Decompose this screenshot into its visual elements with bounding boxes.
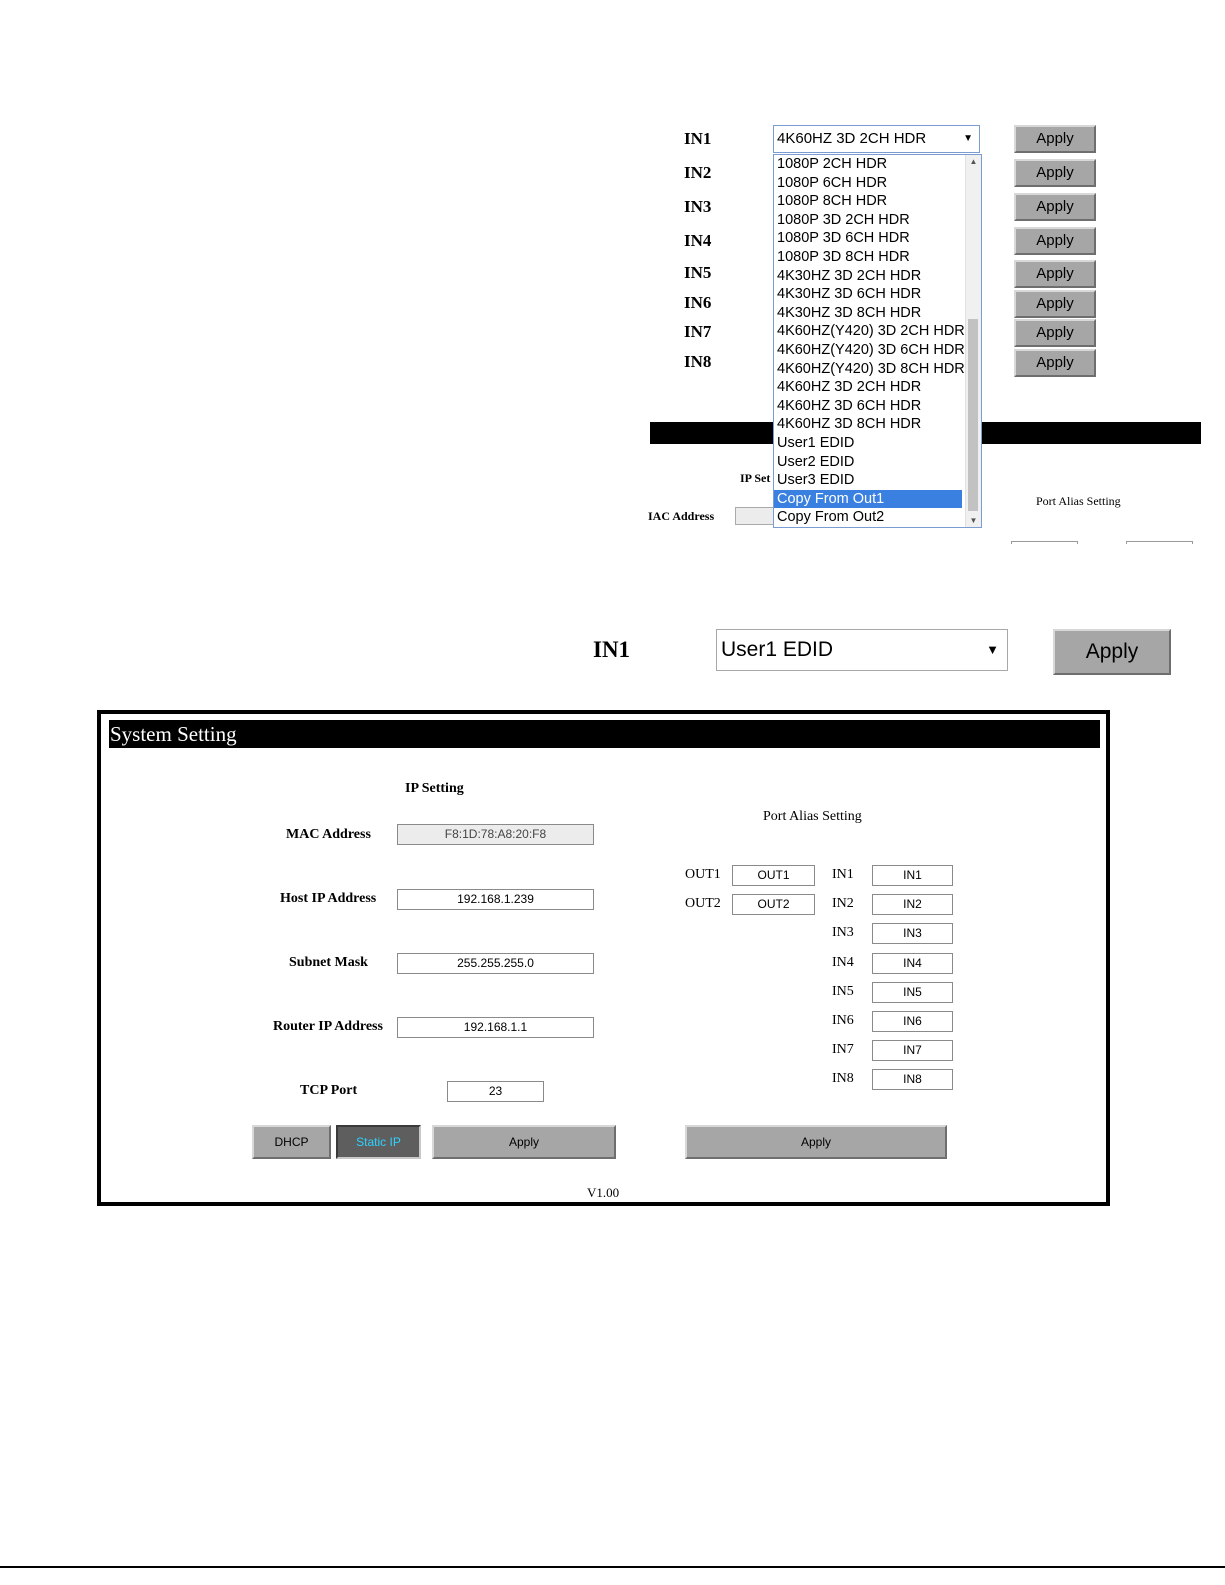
ip-setting-behind: IP Set bbox=[740, 471, 771, 485]
field-edge-behind-2 bbox=[1126, 541, 1193, 544]
mac-field-behind bbox=[735, 507, 775, 525]
edid-option[interactable]: 1080P 3D 8CH HDR bbox=[777, 248, 910, 265]
in6-alias-label: IN6 bbox=[832, 1013, 854, 1028]
edid-option[interactable]: 1080P 6CH HDR bbox=[777, 174, 888, 191]
dhcp-button[interactable]: DHCP bbox=[252, 1125, 331, 1159]
edid-option[interactable]: 4K60HZ(Y420) 3D 2CH HDR bbox=[777, 323, 965, 340]
in2-alias-input[interactable]: IN2 bbox=[872, 894, 953, 915]
in5-label: IN5 bbox=[684, 263, 712, 282]
in3-label: IN3 bbox=[684, 197, 712, 216]
edid-option[interactable]: 4K30HZ 3D 8CH HDR bbox=[777, 304, 922, 321]
subnet-mask-input[interactable]: 255.255.255.0 bbox=[397, 953, 594, 974]
ip-apply-button[interactable]: Apply bbox=[432, 1125, 616, 1159]
in6-apply-button[interactable]: Apply bbox=[1014, 290, 1096, 318]
edid-option[interactable]: 4K60HZ 3D 8CH HDR bbox=[777, 416, 922, 433]
in7-label: IN7 bbox=[684, 322, 712, 341]
in1-apply-button-large[interactable]: Apply bbox=[1053, 629, 1171, 675]
port-alias-heading: Port Alias Setting bbox=[763, 809, 862, 824]
edid-option[interactable]: User2 EDID bbox=[777, 453, 855, 470]
router-ip-label: Router IP Address bbox=[273, 1019, 383, 1034]
scroll-up-icon[interactable]: ▲ bbox=[969, 157, 978, 166]
edid-options-listbox[interactable] bbox=[773, 154, 982, 528]
page-divider bbox=[0, 1566, 1225, 1568]
host-ip-label: Host IP Address bbox=[280, 891, 377, 906]
chevron-down-icon: ▼ bbox=[963, 133, 973, 144]
version-label: V1.00 bbox=[587, 1185, 620, 1200]
edid-option[interactable]: 4K60HZ 3D 2CH HDR bbox=[777, 379, 922, 396]
in3-alias-label: IN3 bbox=[832, 925, 854, 940]
chevron-down-icon: ▼ bbox=[986, 642, 999, 657]
static-ip-button[interactable]: Static IP bbox=[336, 1125, 421, 1159]
in6-label: IN6 bbox=[684, 293, 712, 312]
in8-apply-button[interactable]: Apply bbox=[1014, 349, 1096, 377]
in1-edid-select-large-value: User1 EDID bbox=[721, 638, 834, 661]
in5-apply-button[interactable]: Apply bbox=[1014, 260, 1096, 288]
tcp-port-label: TCP Port bbox=[300, 1083, 358, 1098]
in4-apply-button[interactable]: Apply bbox=[1014, 227, 1096, 255]
scroll-down-icon[interactable]: ▼ bbox=[969, 516, 978, 525]
in7-alias-label: IN7 bbox=[832, 1042, 854, 1057]
port-alias-behind: Port Alias Setting bbox=[1036, 494, 1121, 508]
edid-option[interactable]: 1080P 2CH HDR bbox=[777, 156, 888, 172]
out1-alias-input[interactable]: OUT1 bbox=[732, 865, 815, 886]
router-ip-input[interactable]: 192.168.1.1 bbox=[397, 1017, 594, 1038]
in1-label-large: IN1 bbox=[593, 637, 631, 662]
mac-address-label: MAC Address bbox=[286, 827, 371, 842]
in3-alias-input[interactable]: IN3 bbox=[872, 923, 953, 944]
mac-address-field: F8:1D:78:A8:20:F8 bbox=[397, 824, 594, 845]
in2-alias-label: IN2 bbox=[832, 896, 854, 911]
scrollbar-thumb[interactable] bbox=[968, 319, 978, 511]
edid-option[interactable]: 4K30HZ 3D 2CH HDR bbox=[777, 267, 922, 284]
in6-alias-input[interactable]: IN6 bbox=[872, 1011, 953, 1032]
in5-alias-input[interactable]: IN5 bbox=[872, 982, 953, 1003]
alias-apply-button[interactable]: Apply bbox=[685, 1125, 947, 1159]
edid-option[interactable]: 1080P 3D 2CH HDR bbox=[777, 211, 910, 228]
in8-label: IN8 bbox=[684, 352, 712, 371]
in1-edid-select[interactable] bbox=[773, 125, 980, 153]
edid-option[interactable]: User3 EDID bbox=[777, 472, 855, 489]
in5-alias-label: IN5 bbox=[832, 984, 854, 999]
out2-alias-input[interactable]: OUT2 bbox=[732, 894, 815, 915]
in3-apply-button[interactable]: Apply bbox=[1014, 193, 1096, 221]
edid-option[interactable]: 1080P 3D 6CH HDR bbox=[777, 230, 910, 247]
out1-label: OUT1 bbox=[685, 867, 721, 882]
subnet-mask-label: Subnet Mask bbox=[289, 955, 368, 970]
in1-alias-label: IN1 bbox=[832, 867, 854, 882]
ip-setting-heading: IP Setting bbox=[405, 781, 464, 796]
in7-apply-button[interactable]: Apply bbox=[1014, 319, 1096, 347]
mac-address-behind: IAC Address bbox=[648, 509, 715, 523]
out2-label: OUT2 bbox=[685, 896, 721, 911]
in4-alias-input[interactable]: IN4 bbox=[872, 953, 953, 974]
edid-option[interactable]: 4K60HZ(Y420) 3D 6CH HDR bbox=[777, 341, 965, 358]
listbox-scrollbar[interactable] bbox=[965, 155, 981, 527]
edid-option[interactable]: 1080P 8CH HDR bbox=[777, 193, 888, 210]
host-ip-input[interactable]: 192.168.1.239 bbox=[397, 889, 594, 910]
in2-apply-button[interactable]: Apply bbox=[1014, 159, 1096, 187]
system-setting-title: System Setting bbox=[109, 720, 1100, 748]
edid-option[interactable]: 4K60HZ(Y420) 3D 8CH HDR bbox=[777, 360, 965, 377]
edid-option[interactable]: Copy From Out2 bbox=[777, 509, 885, 526]
edid-option[interactable]: User1 EDID bbox=[777, 434, 855, 451]
edid-option[interactable]: 4K60HZ 3D 6CH HDR bbox=[777, 397, 922, 414]
in7-alias-input[interactable]: IN7 bbox=[872, 1040, 953, 1061]
in1-edid-select-value: 4K60HZ 3D 2CH HDR bbox=[777, 130, 927, 147]
in8-alias-input[interactable]: IN8 bbox=[872, 1069, 953, 1090]
in4-label: IN4 bbox=[684, 231, 712, 250]
in1-alias-input[interactable]: IN1 bbox=[872, 865, 953, 886]
in1-apply-button[interactable]: Apply bbox=[1014, 125, 1096, 153]
in1-label: IN1 bbox=[684, 129, 712, 148]
field-edge-behind bbox=[1011, 541, 1078, 544]
tcp-port-input[interactable]: 23 bbox=[447, 1081, 544, 1102]
in8-alias-label: IN8 bbox=[832, 1071, 854, 1086]
in1-edid-select-large[interactable] bbox=[716, 629, 1008, 671]
in4-alias-label: IN4 bbox=[832, 955, 854, 970]
in2-label: IN2 bbox=[684, 163, 712, 182]
edid-option[interactable]: Copy From Out1 bbox=[774, 490, 962, 509]
edid-option[interactable]: 4K30HZ 3D 6CH HDR bbox=[777, 286, 922, 303]
